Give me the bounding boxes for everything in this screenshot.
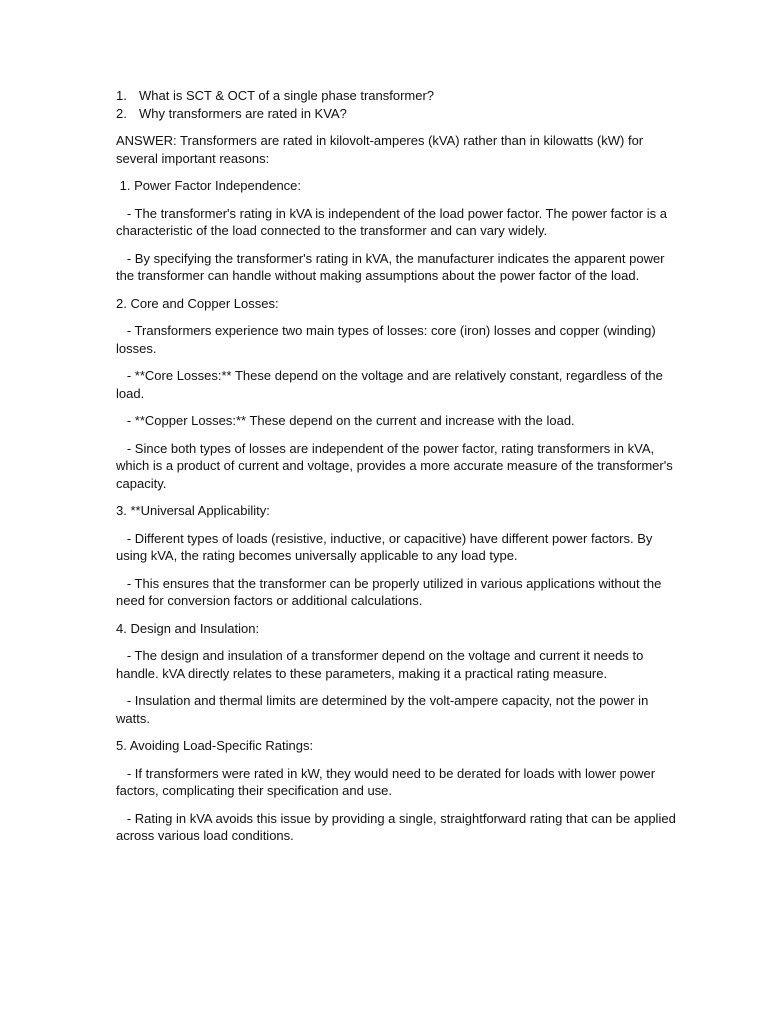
question-text: Why transformers are rated in KVA? <box>139 105 347 121</box>
question-number: 1. <box>116 88 127 103</box>
body-paragraph: - Insulation and thermal limits are determined by the volt-ampere capacity, not the power in watts. <box>116 693 652 726</box>
question-text: What is SCT & OCT of a single phase transformer? <box>139 88 435 103</box>
body-paragraph: - Transformers experience two main types of losses: core (iron) losses and copper (winding) losses. <box>116 323 660 356</box>
body-paragraph: - The transformer's rating in kVA is independent of the load power factor. The power factor is a characteristic of the load connected to the transformer and can vary widely. <box>116 205 671 238</box>
section-heading-applicability: 3. **Universal Applicability: <box>116 503 270 518</box>
body-paragraph: - If transformers were rated in kW, they would need to be derated for loads with lower power factors, complicating their specification and use. <box>116 765 659 798</box>
question-number: 2. <box>116 105 127 121</box>
body-paragraph: - Rating in kVA avoids this issue by providing a single, straightforward rating that can be applied across various load conditions. <box>116 810 680 843</box>
section-heading-losses: 2. Core and Copper Losses: <box>116 295 279 311</box>
section-heading-load-ratings: 5. Avoiding Load-Specific Ratings: <box>116 738 314 753</box>
section-heading-design: 4. Design and Insulation: <box>116 620 260 636</box>
body-paragraph: - Different types of loads (resistive, inductive, or capacitive) have different power factors. By using kVA, the rating becomes universally applicable to any load type. <box>116 530 657 563</box>
question-item <box>116 87 676 105</box>
question-list <box>116 87 676 122</box>
body-paragraph: - The design and insulation of a transformer depend on the voltage and current it needs to handle. kVA directly relates to these parameters, making it a practical rating measure. <box>116 648 647 681</box>
body-paragraph: - This ensures that the transformer can be properly utilized in various applications without the need for conversion factors or additional calculations. <box>116 575 665 608</box>
answer-intro: ANSWER: Transformers are rated in kilovolt-amperes (kVA) rather than in kilowatts (kW) for several important reasons: <box>116 133 647 166</box>
body-paragraph: - Since both types of losses are independent of the power factor, rating transformers in kVA, which is a product of current and voltage, provides a more accurate measure of the transformer's capacity. <box>116 440 677 491</box>
question-item <box>116 105 676 123</box>
section-heading-power-factor: 1. Power Factor Independence: <box>116 178 302 193</box>
body-paragraph: - **Copper Losses:** These depend on the current and increase with the load. <box>116 413 575 428</box>
document-page <box>116 87 680 855</box>
body-paragraph: - **Core Losses:** These depend on the voltage and are relatively constant, regardless of the load. <box>116 368 667 401</box>
body-paragraph: - By specifying the transformer's rating in kVA, the manufacturer indicates the apparent power the transformer can handle without making assumptions about the power factor of the load. <box>116 250 669 283</box>
